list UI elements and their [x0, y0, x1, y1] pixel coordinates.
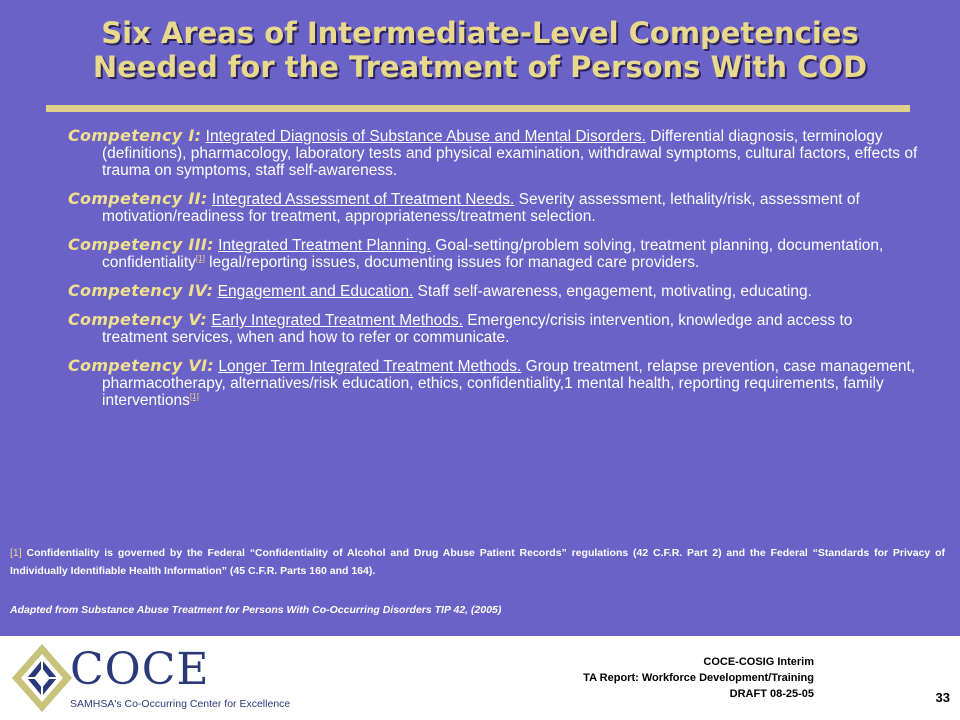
- competency-name: Integrated Treatment Planning.: [218, 237, 431, 254]
- competency-description: Goal-setting/problem solving, treatment planning, documentation, confidentiality: [102, 237, 884, 271]
- competency-description: Emergency/crisis intervention, knowledge and access to treatment services, when and how to refer or communicate.: [102, 312, 853, 346]
- footnote-text: Confidentiality is governed by the Federal “Confidentiality of Alcohol and Drug Abuse Patient Records” regulations (42 C.F.R. Part 2) and the Federal “Standards for Privacy of Individually Identifiable Health Information” (45 C.F.R. Parts 160 and 164).: [10, 547, 945, 577]
- competency-list: [68, 127, 918, 420]
- competency-label: Competency IV:: [68, 281, 214, 300]
- competency-name: Engagement and Education.: [217, 283, 414, 300]
- footnote-marker[interactable]: [1]: [10, 547, 22, 559]
- competency-label: Competency III:: [68, 235, 214, 254]
- competency-name: Longer Term Integrated Treatment Methods.: [218, 358, 522, 375]
- competency-item-4: [68, 282, 918, 300]
- competency-item-3: [68, 236, 918, 271]
- footer-bar: [0, 636, 960, 720]
- competency-description: Differential diagnosis, terminology (definitions), pharmacology, laboratory tests and physical examination, withdrawal symptoms, cultural factors, effects of trauma on symptoms, staff self-awareness.: [102, 128, 918, 179]
- competency-label: Competency VI:: [68, 356, 215, 375]
- footnote-ref-link[interactable]: [1]: [189, 391, 199, 401]
- competency-item-6: [68, 357, 918, 409]
- competency-label: Competency V:: [68, 310, 208, 329]
- report-line-3: DRAFT 08-25-05: [729, 688, 814, 700]
- competency-description: Severity assessment, lethality/risk, assessment of motivation/readiness for treatment, appropriateness/treatment selection.: [102, 191, 860, 225]
- footnote-ref-link[interactable]: [1]: [195, 253, 205, 263]
- title-line-1: Six Areas of Intermediate-Level Competencies: [101, 16, 859, 50]
- logo-tagline: SAMHSA's Co-Occurring Center for Excellence: [70, 698, 291, 710]
- competency-name: Integrated Diagnosis of Substance Abuse and Mental Disorders.: [205, 128, 646, 145]
- competency-description: Staff self-awareness, engagement, motivating, educating.: [413, 283, 812, 300]
- slide-title: [20, 16, 940, 84]
- report-info: [583, 654, 814, 702]
- title-divider: [46, 105, 910, 112]
- competency-description-cont: legal/reporting issues, documenting issues for managed care providers.: [204, 254, 700, 271]
- competency-item-1: [68, 127, 918, 179]
- report-line-2: TA Report: Workforce Development/Training: [583, 672, 814, 684]
- coce-diamond-logo-icon: [10, 642, 74, 714]
- footnote: [10, 544, 945, 580]
- competency-label: Competency I:: [68, 126, 202, 145]
- competency-label: Competency II:: [68, 189, 208, 208]
- logo-wordmark: COCE: [70, 644, 210, 695]
- title-line-2: Needed for the Treatment of Persons With COD: [92, 50, 868, 84]
- competency-name: Early Integrated Treatment Methods.: [211, 312, 463, 329]
- competency-item-2: [68, 190, 918, 225]
- competency-item-5: [68, 311, 918, 346]
- page-number: 33: [935, 690, 950, 705]
- report-line-1: COCE-COSIG Interim: [703, 656, 814, 668]
- source-citation: Adapted from Substance Abuse Treatment for Persons With Co-Occurring Disorders TIP 42, (2005): [10, 604, 502, 616]
- competency-description: Group treatment, relapse prevention, case management, pharmacotherapy, alternatives/risk education, ethics, confidentiality,1 mental health, reporting requirements, family interventions: [102, 358, 916, 409]
- competency-name: Integrated Assessment of Treatment Needs.: [211, 191, 515, 208]
